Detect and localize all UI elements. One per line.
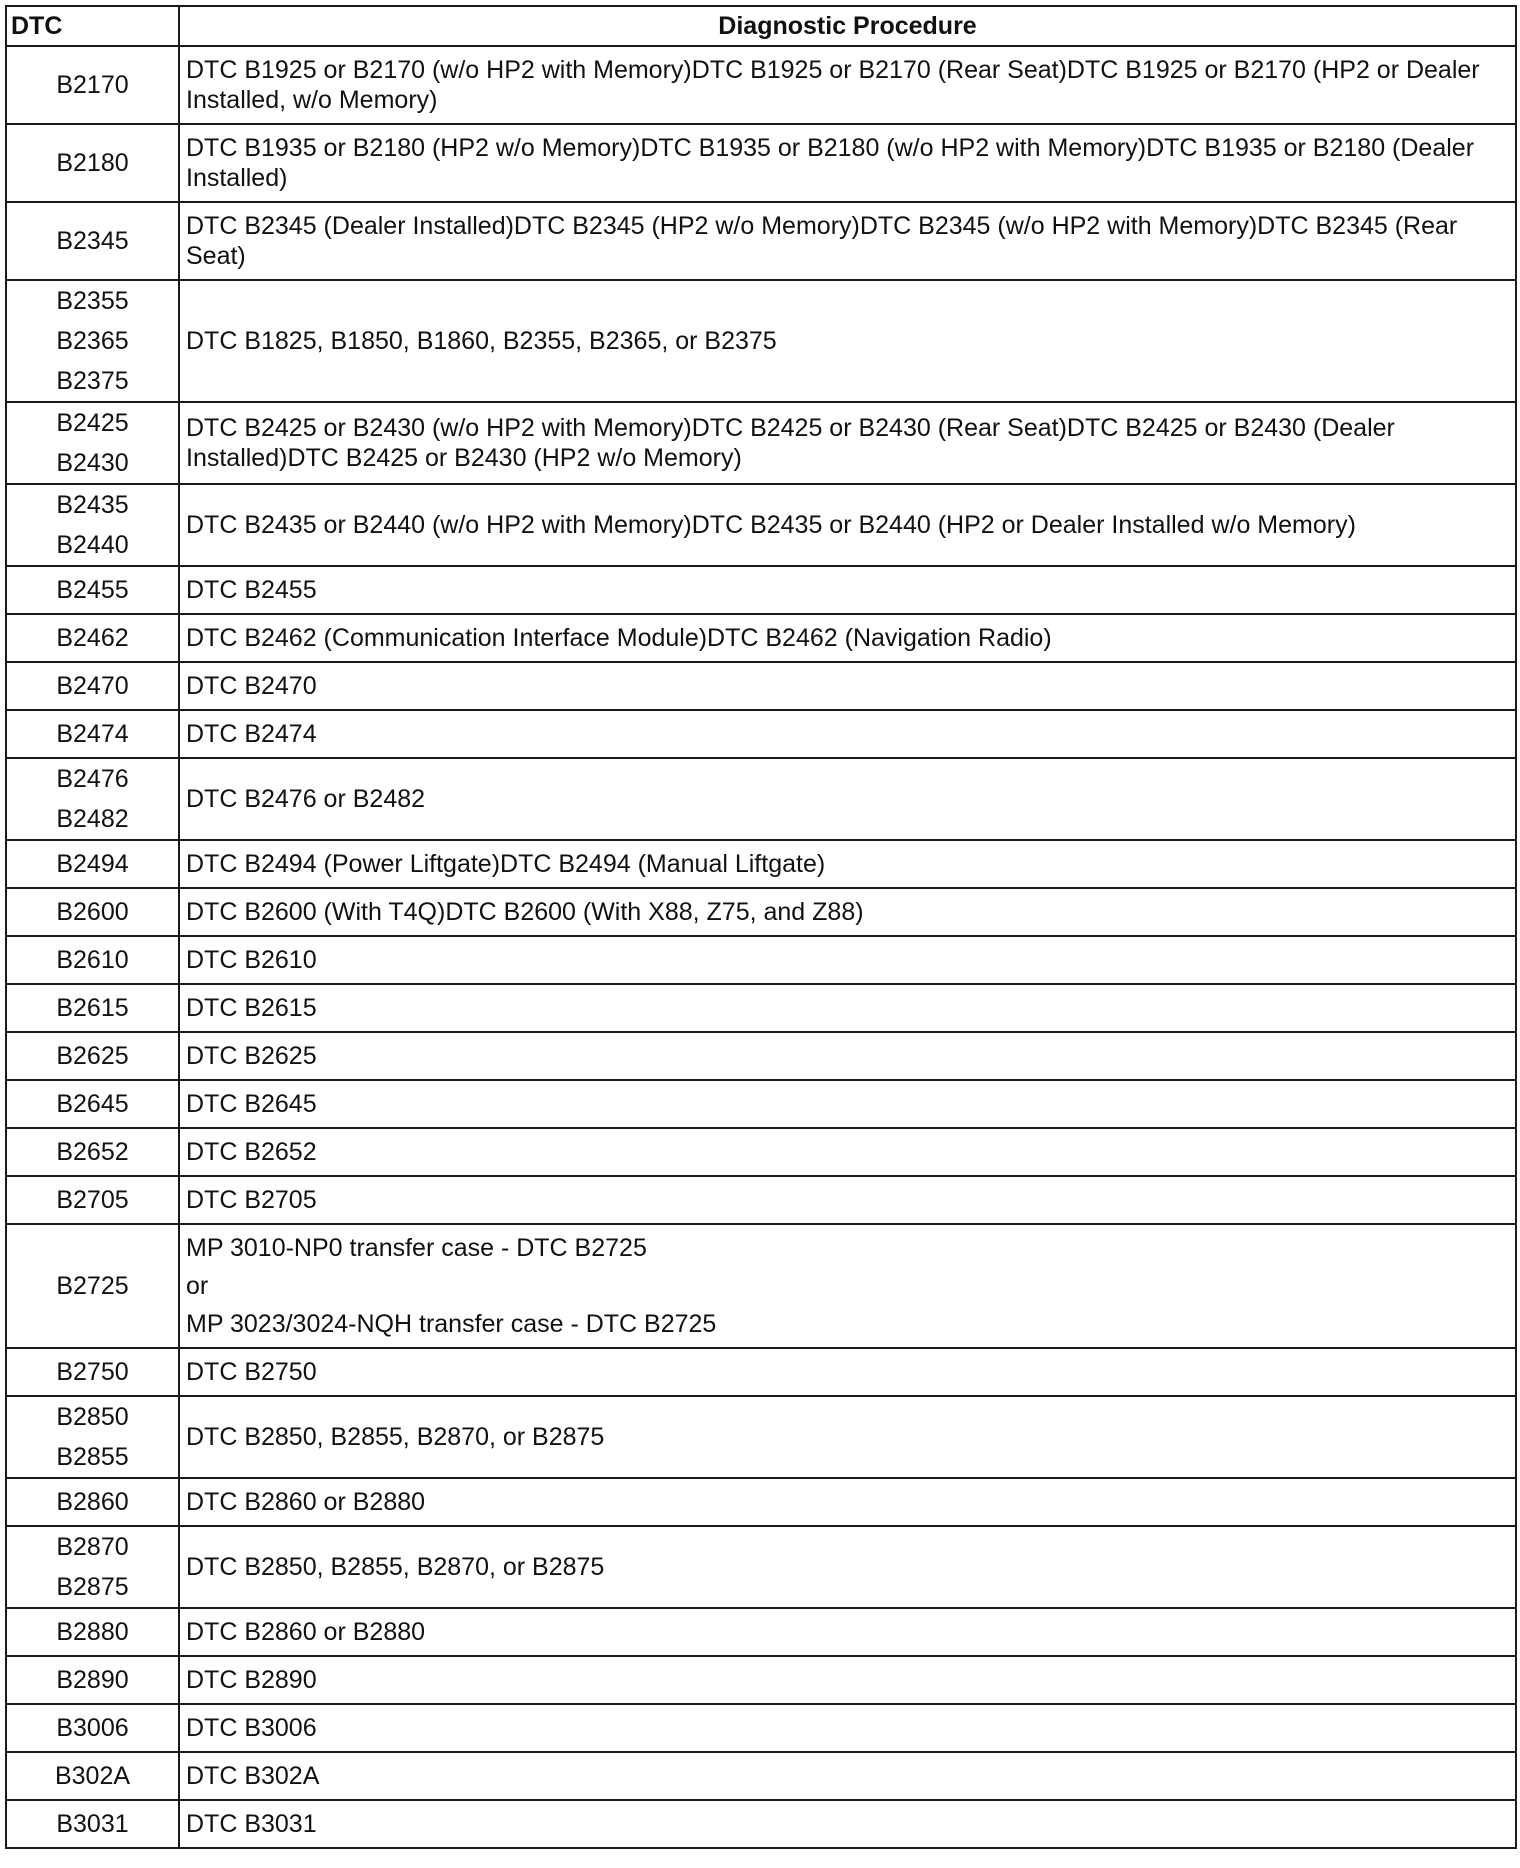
procedure-text: DTC B2470 bbox=[186, 672, 317, 700]
procedure-text: DTC B2455 bbox=[186, 576, 317, 604]
procedure-text: DTC B2860 or B2880 bbox=[186, 1488, 426, 1516]
dtc-table bbox=[5, 5, 1517, 1849]
table-row bbox=[6, 710, 1516, 758]
dtc-code: B2470 bbox=[56, 672, 129, 700]
procedure-cell bbox=[179, 984, 1516, 1032]
dtc-code: B2440 bbox=[56, 531, 129, 559]
procedure-cell bbox=[179, 1032, 1516, 1080]
dtc-cell bbox=[6, 840, 179, 888]
table-row bbox=[6, 1800, 1516, 1848]
dtc-code: B2890 bbox=[56, 1666, 129, 1694]
dtc-code: B2365 bbox=[56, 327, 129, 355]
procedure-text: DTC B2652 bbox=[186, 1138, 317, 1166]
dtc-cell bbox=[6, 758, 179, 840]
procedure-text: DTC B2476 or B2482 bbox=[186, 785, 426, 813]
dtc-cell bbox=[6, 1032, 179, 1080]
procedure-cell bbox=[179, 46, 1516, 124]
dtc-cell bbox=[6, 614, 179, 662]
procedure-text: DTC B1825, B1850, B1860, B2355, B2365, or B2375 bbox=[186, 327, 777, 355]
procedure-cell bbox=[179, 566, 1516, 614]
procedure-text: DTC B302A bbox=[186, 1762, 320, 1790]
dtc-cell bbox=[6, 484, 179, 566]
procedure-cell bbox=[179, 1800, 1516, 1848]
dtc-cell bbox=[6, 1704, 179, 1752]
procedure-text: MP 3010-NP0 transfer case - DTC B2725 bbox=[186, 1234, 647, 1262]
table-row bbox=[6, 984, 1516, 1032]
dtc-code: B2750 bbox=[56, 1358, 129, 1386]
dtc-code: B2645 bbox=[56, 1090, 129, 1118]
procedure-cell bbox=[179, 840, 1516, 888]
dtc-cell bbox=[6, 1526, 179, 1608]
procedure-text: DTC B2474 bbox=[186, 720, 317, 748]
table-row bbox=[6, 1128, 1516, 1176]
table-row bbox=[6, 1478, 1516, 1526]
procedure-text: DTC B2600 (With T4Q)DTC B2600 (With X88, Z75, and Z88) bbox=[186, 898, 864, 926]
table-row bbox=[6, 566, 1516, 614]
procedure-text: DTC B3031 bbox=[186, 1810, 317, 1838]
dtc-cell bbox=[6, 936, 179, 984]
dtc-cell bbox=[6, 1656, 179, 1704]
table-row bbox=[6, 1224, 1516, 1348]
dtc-code: B2610 bbox=[56, 946, 129, 974]
dtc-code: B3031 bbox=[56, 1810, 129, 1838]
table-row bbox=[6, 662, 1516, 710]
procedure-text: DTC B3006 bbox=[186, 1714, 317, 1742]
dtc-cell bbox=[6, 1176, 179, 1224]
table-row bbox=[6, 1752, 1516, 1800]
table-row bbox=[6, 1396, 1516, 1478]
table-row bbox=[6, 1176, 1516, 1224]
dtc-cell bbox=[6, 1128, 179, 1176]
dtc-cell bbox=[6, 566, 179, 614]
dtc-cell bbox=[6, 1396, 179, 1478]
procedure-cell bbox=[179, 1478, 1516, 1526]
procedure-cell bbox=[179, 402, 1516, 484]
dtc-code: B2180 bbox=[56, 149, 129, 177]
procedure-cell bbox=[179, 1176, 1516, 1224]
procedure-text: DTC B1935 or B2180 (HP2 w/o Memory)DTC B1935 or B2180 (w/o HP2 with Memory)DTC B1935 or B2180 (Dealer Installed) bbox=[186, 134, 1475, 192]
dtc-code: B2652 bbox=[56, 1138, 129, 1166]
dtc-cell bbox=[6, 1348, 179, 1396]
dtc-column-header: DTC bbox=[6, 6, 179, 46]
table-row bbox=[6, 758, 1516, 840]
procedure-cell bbox=[179, 1526, 1516, 1608]
procedure-text: DTC B2645 bbox=[186, 1090, 317, 1118]
table-header-row bbox=[6, 6, 1516, 46]
dtc-code: B2870 bbox=[56, 1533, 129, 1561]
procedure-cell bbox=[179, 758, 1516, 840]
table-row bbox=[6, 46, 1516, 124]
table-row bbox=[6, 402, 1516, 484]
table-row bbox=[6, 936, 1516, 984]
procedure-cell bbox=[179, 1396, 1516, 1478]
dtc-cell bbox=[6, 710, 179, 758]
procedure-cell bbox=[179, 1704, 1516, 1752]
table-row bbox=[6, 280, 1516, 402]
table-row bbox=[6, 484, 1516, 566]
procedure-cell bbox=[179, 614, 1516, 662]
table-row bbox=[6, 1080, 1516, 1128]
procedure-text: DTC B2610 bbox=[186, 946, 317, 974]
dtc-code: B2880 bbox=[56, 1618, 129, 1646]
dtc-cell bbox=[6, 662, 179, 710]
dtc-cell bbox=[6, 124, 179, 202]
dtc-code: B2860 bbox=[56, 1488, 129, 1516]
dtc-cell bbox=[6, 280, 179, 402]
procedure-cell bbox=[179, 1128, 1516, 1176]
dtc-code: B2705 bbox=[56, 1186, 129, 1214]
dtc-code: B2875 bbox=[56, 1573, 129, 1601]
procedure-cell bbox=[179, 710, 1516, 758]
procedure-cell bbox=[179, 662, 1516, 710]
table-row bbox=[6, 1608, 1516, 1656]
dtc-code: B2725 bbox=[56, 1272, 129, 1300]
dtc-code: B2482 bbox=[56, 805, 129, 833]
dtc-code: B2474 bbox=[56, 720, 129, 748]
dtc-code: B2170 bbox=[56, 71, 129, 99]
dtc-code: B2600 bbox=[56, 898, 129, 926]
procedure-text: MP 3023/3024-NQH transfer case - DTC B2725 bbox=[186, 1310, 717, 1338]
procedure-cell bbox=[179, 1080, 1516, 1128]
procedure-text: DTC B2494 (Power Liftgate)DTC B2494 (Manual Liftgate) bbox=[186, 850, 826, 878]
dtc-code: B3006 bbox=[56, 1714, 129, 1742]
procedure-cell bbox=[179, 280, 1516, 402]
dtc-code: B2625 bbox=[56, 1042, 129, 1070]
dtc-code: B2615 bbox=[56, 994, 129, 1022]
table-row bbox=[6, 840, 1516, 888]
procedure-cell bbox=[179, 1348, 1516, 1396]
procedure-text: DTC B2625 bbox=[186, 1042, 317, 1070]
dtc-cell bbox=[6, 1752, 179, 1800]
procedure-text: or bbox=[186, 1272, 209, 1300]
dtc-code: B2455 bbox=[56, 576, 129, 604]
procedure-cell bbox=[179, 484, 1516, 566]
procedure-text: DTC B2850, B2855, B2870, or B2875 bbox=[186, 1553, 605, 1581]
table-row bbox=[6, 1032, 1516, 1080]
dtc-code: B2430 bbox=[56, 449, 129, 477]
procedure-cell bbox=[179, 888, 1516, 936]
procedure-text: DTC B2615 bbox=[186, 994, 317, 1022]
dtc-cell bbox=[6, 402, 179, 484]
dtc-code: B2375 bbox=[56, 367, 129, 395]
table-row bbox=[6, 888, 1516, 936]
dtc-code: B2425 bbox=[56, 409, 129, 437]
dtc-cell bbox=[6, 1080, 179, 1128]
table-row bbox=[6, 124, 1516, 202]
procedure-text: DTC B2462 (Communication Interface Module)DTC B2462 (Navigation Radio) bbox=[186, 624, 1052, 652]
table-row bbox=[6, 1348, 1516, 1396]
dtc-code: B2355 bbox=[56, 287, 129, 315]
dtc-code: B2435 bbox=[56, 491, 129, 519]
procedure-text: DTC B2890 bbox=[186, 1666, 317, 1694]
dtc-cell bbox=[6, 202, 179, 280]
table-row bbox=[6, 202, 1516, 280]
table-row bbox=[6, 1526, 1516, 1608]
procedure-cell bbox=[179, 1656, 1516, 1704]
dtc-cell bbox=[6, 888, 179, 936]
procedure-cell bbox=[179, 1224, 1516, 1348]
procedure-text: DTC B2860 or B2880 bbox=[186, 1618, 426, 1646]
dtc-code: B2462 bbox=[56, 624, 129, 652]
procedure-text: DTC B2345 (Dealer Installed)DTC B2345 (HP2 w/o Memory)DTC B2345 (w/o HP2 with Memory)DTC B2345 (Rear Seat) bbox=[186, 212, 1458, 270]
procedure-text: DTC B2750 bbox=[186, 1358, 317, 1386]
dtc-cell bbox=[6, 46, 179, 124]
procedure-cell bbox=[179, 124, 1516, 202]
dtc-code: B2494 bbox=[56, 850, 129, 878]
dtc-code: B302A bbox=[54, 1762, 131, 1790]
procedure-text: DTC B2425 or B2430 (w/o HP2 with Memory)DTC B2425 or B2430 (Rear Seat)DTC B2425 or B2430 (Dealer Installed)DTC B2425 or B2430 (HP2 w/o Memory) bbox=[186, 414, 1395, 472]
dtc-code: B2476 bbox=[56, 765, 129, 793]
dtc-code: B2345 bbox=[56, 227, 129, 255]
procedure-cell bbox=[179, 1752, 1516, 1800]
dtc-cell bbox=[6, 1800, 179, 1848]
procedure-text: DTC B2850, B2855, B2870, or B2875 bbox=[186, 1423, 605, 1451]
table-row bbox=[6, 1704, 1516, 1752]
table-row bbox=[6, 1656, 1516, 1704]
dtc-code: B2850 bbox=[56, 1403, 129, 1431]
dtc-code: B2855 bbox=[56, 1443, 129, 1471]
dtc-cell bbox=[6, 1608, 179, 1656]
procedure-text: DTC B1925 or B2170 (w/o HP2 with Memory)DTC B1925 or B2170 (Rear Seat)DTC B1925 or B2170 (HP2 or Dealer Installed, w/o Memory) bbox=[186, 56, 1480, 114]
procedure-column-header: Diagnostic Procedure bbox=[179, 6, 1516, 46]
dtc-cell bbox=[6, 1224, 179, 1348]
procedure-cell bbox=[179, 936, 1516, 984]
procedure-text: DTC B2705 bbox=[186, 1186, 317, 1214]
procedure-cell bbox=[179, 202, 1516, 280]
dtc-cell bbox=[6, 984, 179, 1032]
procedure-text: DTC B2435 or B2440 (w/o HP2 with Memory)DTC B2435 or B2440 (HP2 or Dealer Installed w/o Memory) bbox=[186, 511, 1356, 539]
procedure-cell bbox=[179, 1608, 1516, 1656]
dtc-cell bbox=[6, 1478, 179, 1526]
table-row bbox=[6, 614, 1516, 662]
